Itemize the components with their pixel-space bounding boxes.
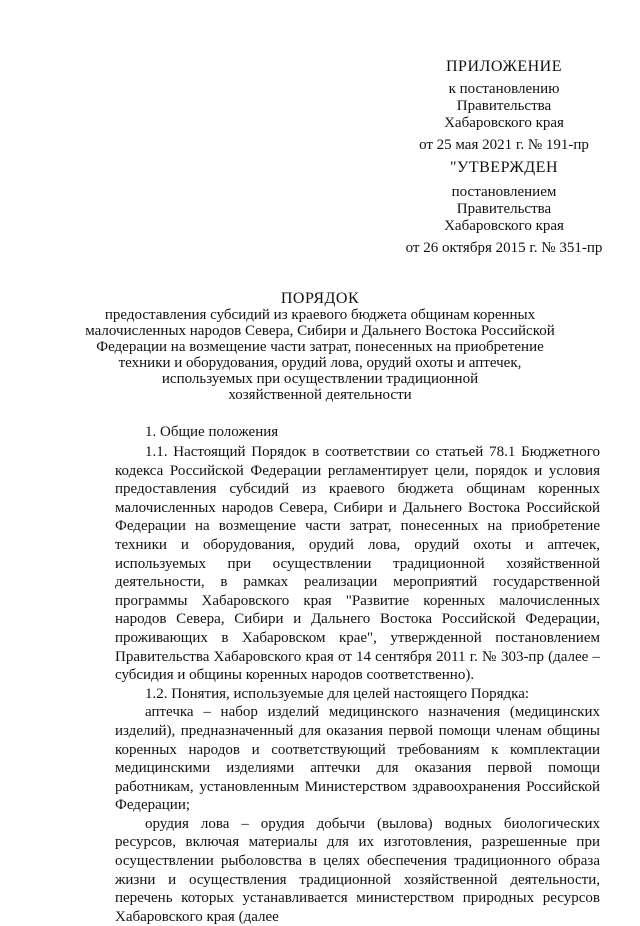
appendix-line: Правительства	[456, 98, 552, 114]
document-subtitle	[60, 307, 580, 403]
appendix-line: к постановлению	[448, 81, 560, 97]
subtitle-line: используемых при осуществлении традиционной	[161, 371, 479, 387]
paragraph: 1.1. Настоящий Порядок в соответствии со статьей 78.1 Бюджетного кодекса Российской Федерации регламентирует цели, порядок и условия предоставления субсидий из краевого бюджета общинам коренных малочисленных народов Севера, Сибири и Дальнего Востока Российской Федерации на возмещение части затрат, понесенных на приобретение техники и оборудования, орудий лова, орудий охоты и аптечек, используемых при осуществлении традиционной хозяйственной деятельности, в рамках реализации мероприятий государственной программы Хабаровского края "Развитие коренных малочисленных народов Севера, Сибири и Дальнего Востока Российской Федерации, проживающих в Хабаровском крае", утвержденной постановлением Правительства Хабаровского края от 14 сентября 2011 г. № 303-пр (далее – субсидия и общины коренных народов соответственно).	[115, 444, 600, 684]
subtitle-line: Федерации на возмещение части затрат, понесенных на приобретение	[96, 339, 544, 355]
approved-date: от 26 октября 2015 г. № 351-пр	[405, 240, 603, 256]
paragraph: 1.2. Понятия, используемые для целей настоящего Порядка:	[145, 685, 530, 702]
subtitle-line: хозяйственной деятельности	[228, 387, 412, 403]
appendix-header	[398, 58, 610, 257]
subtitle-line: предоставления субсидий из краевого бюджета общинам коренных	[104, 307, 536, 323]
document-title: ПОРЯДОК	[280, 290, 360, 307]
subtitle-line: малочисленных народов Севера, Сибири и Дальнего Востока Российской	[85, 323, 555, 339]
approved-line: постановлением	[451, 184, 557, 200]
subtitle-line: техники и оборудования, орудий лова, орудий охоты и аптечек,	[118, 355, 522, 371]
paragraph: аптечка – набор изделий медицинского назначения (медицинских изделий), предназначенный для оказания первой помощи членам общины коренных народов и соответствующий требованиям к комплектации медицинскими изделиями аптечки для оказания первой помощи работникам, установленным Министерством здравоохранения Российской Федерации;	[115, 704, 600, 814]
approved-title: "УТВЕРЖДЕН	[450, 159, 558, 176]
appendix-date: от 25 мая 2021 г. № 191-пр	[419, 137, 589, 153]
paragraph: орудия лова – орудия добычи (вылова) водных биологических ресурсов, включая материалы для их изготовления, разрешенные при осуществлении рыболовства в целях обеспечения традиционного образа жизни и осуществления традиционной хозяйственной деятельности, перечень которых устанавливается министерством природных ресурсов Хабаровского края (далее	[115, 815, 600, 925]
approved-line: Правительства	[456, 201, 552, 217]
document-body	[115, 443, 600, 926]
section-heading: 1. Общие положения	[145, 424, 279, 440]
appendix-title: ПРИЛОЖЕНИЕ	[445, 58, 562, 75]
approved-line: Хабаровского края	[444, 218, 564, 234]
appendix-line: Хабаровского края	[444, 115, 564, 131]
